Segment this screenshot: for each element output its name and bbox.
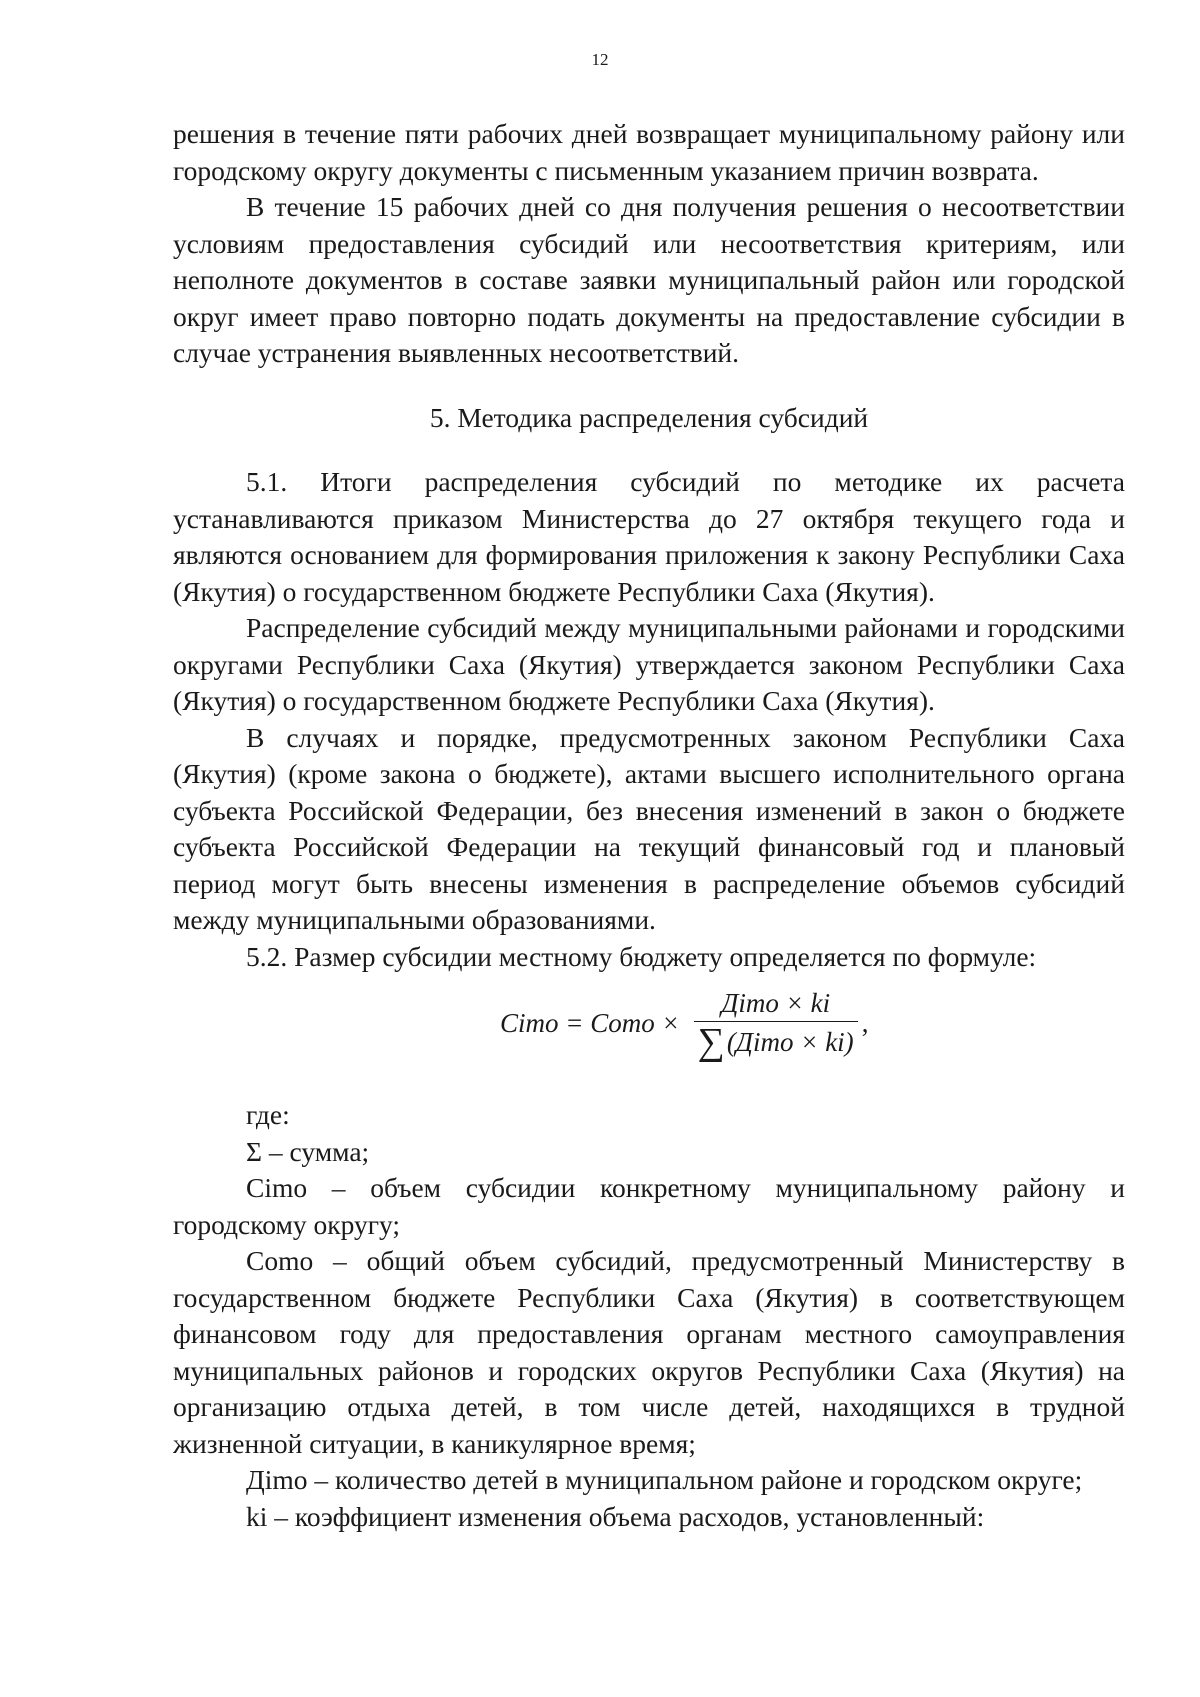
paragraph: В течение 15 рабочих дней со дня получения решения о несоответствии условиям предоставления субсидий или несоответствия критериям, или неполноте документов в составе заявки муниципальный район или городской округ имеет право повторно подать документы на предоставление субсидии в случае устранения выявленных несоответствий.: [173, 191, 1125, 368]
sigma-symbol: ∑: [697, 1021, 725, 1063]
formula-denominator: (Дimo × ki): [726, 1027, 854, 1057]
page-number: 12: [591, 50, 609, 69]
formula-trailing: ,: [861, 1008, 869, 1039]
section-heading: 5. Методика распределения субсидий: [429, 401, 869, 433]
formula-numerator: Дimo × ki: [721, 988, 831, 1018]
definition-line: Σ – сумма;: [246, 1135, 370, 1167]
definition-line: где:: [246, 1099, 290, 1130]
paragraph: 5.2. Размер субсидии местному бюджету определяется по формуле:: [246, 940, 1037, 972]
definition-line: Como – общий объем субсидий, предусмотренный Министерству в государственном бюджете Республики Саха (Якутия) в соответствующем финансовом году для предоставления органам местного самоуправления муниципальных районов и городских округов Республики Саха (Якутия) на организацию отдыха детей, в том числе детей, находящихся в трудной жизненной ситуации, в каникулярное время;: [173, 1245, 1125, 1459]
definition-line: Дimo – количество детей в муниципальном районе и городском округе;: [246, 1464, 1083, 1495]
formula-fraction: [694, 987, 858, 1063]
formula-lhs: Cimo = Como ×: [500, 1008, 680, 1039]
paragraph: В случаях и порядке, предусмотренных законом Республики Саха (Якутия) (кроме закона о бюджете), актами высшего исполнительного органа субъекта Российской Федерации, без внесения изменений в закон о бюджете субъекта Российской Федерации на текущий финансовый год и плановый период могут быть внесены изменения в распределение объемов субсидий между муниципальными образованиями.: [173, 721, 1125, 935]
formula-denominator-row: [694, 1021, 858, 1063]
paragraph: Распределение субсидий между муниципальными районами и городскими округами Республики Саха (Якутия) утверждается законом Республики Саха (Якутия) о государственном бюджете Республики Саха (Якутия).: [173, 612, 1125, 716]
subsidy-formula: [500, 987, 869, 1063]
definition-line: Cimo – объем субсидии конкретному муниципальному району и городскому округу;: [173, 1172, 1125, 1240]
paragraph: 5.1. Итоги распределения субсидий по методике их расчета устанавливаются приказом Министерства до 27 октября текущего года и являются основанием для формирования приложения к закону Республики Саха (Якутия) о государственном бюджете Республики Саха (Якутия).: [173, 466, 1125, 607]
formula-block: [173, 983, 1125, 1075]
document-body: [173, 116, 1125, 1535]
paragraph: решения в течение пяти рабочих дней возвращает муниципальному району или городскому округу документы с письменным указанием причин возврата.: [173, 118, 1125, 186]
definition-line: ki – коэффициент изменения объема расходов, установленный:: [246, 1500, 985, 1532]
